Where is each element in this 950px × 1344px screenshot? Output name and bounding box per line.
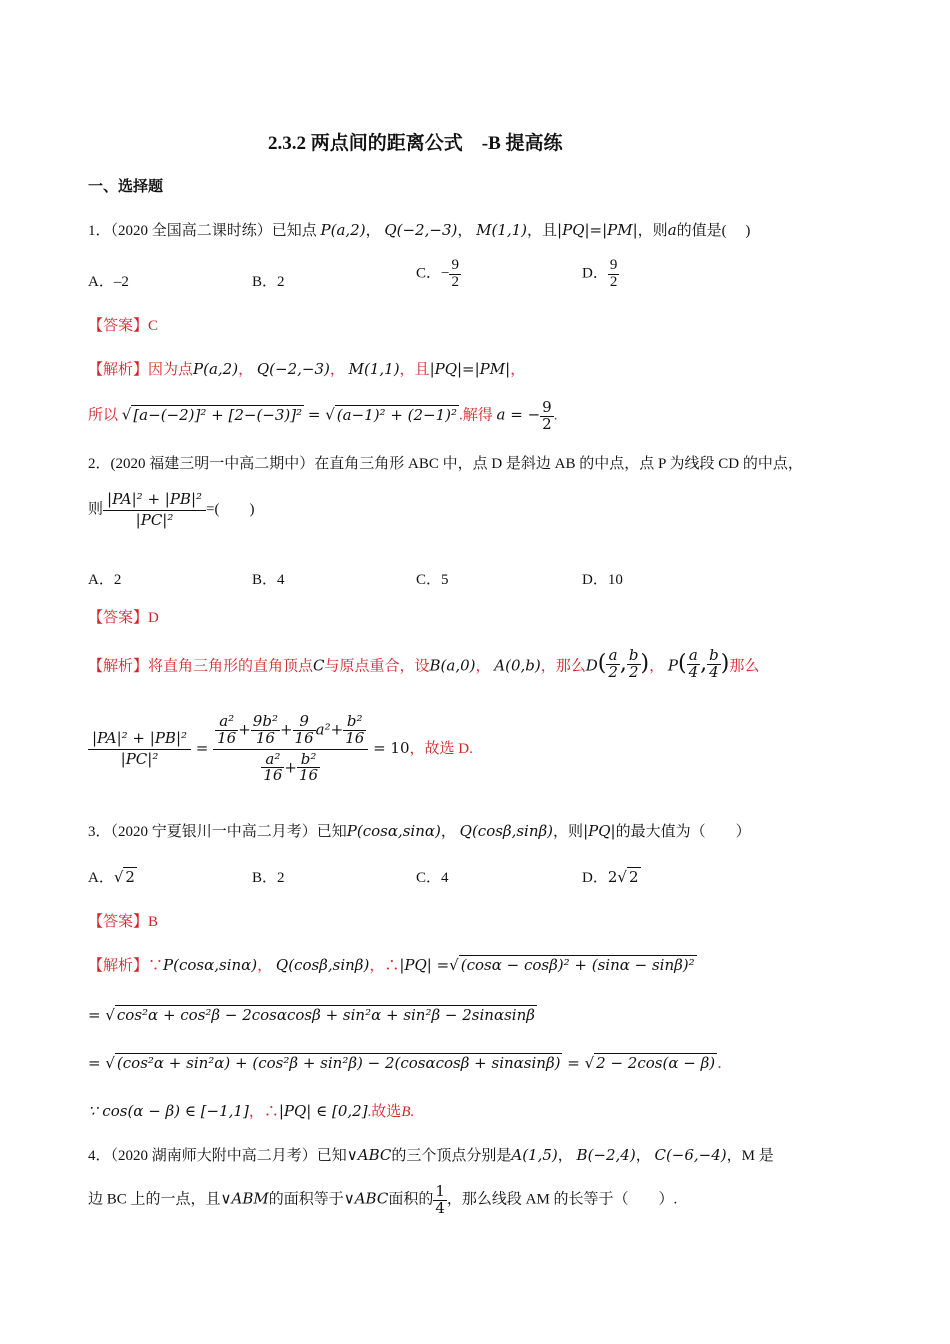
q1-ask: ，则	[637, 223, 668, 239]
q3-ask2: 的最大值为（ ）	[615, 824, 751, 840]
q1-c-num: 9	[451, 257, 459, 273]
q2-b2-den: 16	[298, 766, 319, 785]
q3-answer	[88, 910, 158, 931]
q2-d-frac1: $\frac{a}{2}$	[608, 646, 618, 681]
q1-option-d-frac	[608, 258, 620, 291]
q2-option-c: C．5	[416, 572, 449, 588]
answer-tag: 【答案】	[88, 318, 149, 334]
q4-point-a: A(1,5)	[511, 1146, 558, 1164]
q3-line4-therefore: ，∴	[248, 1104, 279, 1120]
q1-exp-and: ，且	[399, 362, 430, 378]
q1-exp-rhs: √ (a−1)² + (2−1)²	[325, 405, 458, 424]
q4-text3: 边 BC 上的一点，且∨	[88, 1191, 232, 1208]
q1-ask2: 的值是( )	[676, 223, 751, 239]
q4-point-b: B(−2,4)	[576, 1146, 636, 1164]
q2-option-a: A．2	[88, 572, 122, 588]
q2-eq: = 10	[373, 739, 410, 757]
q2-exp-c: C	[313, 656, 325, 675]
q3-explanation-line1: 【解析】∵P(cosα,sinα)， Q(cosβ,sinβ)，∴|PQ| =√ (cosα − cosβ)² + (sinα − sinβ)²	[88, 956, 695, 974]
q2-exp-p-paren: ( $\frac{a}{4}$ , $\frac{b}{4}$ )	[677, 646, 730, 681]
q1-d-den: 2	[609, 273, 618, 290]
q3-ask: ，则	[553, 824, 584, 840]
q3-a-val: 2	[125, 868, 135, 886]
q1-exp-lhs-inner: [a−(−2)]² + [2−(−3)]²	[133, 405, 303, 424]
q2-answer	[88, 606, 159, 627]
q2-p-frac2: $\frac{b}{4}$	[709, 646, 719, 681]
q3-option-b: B．2	[252, 870, 285, 886]
q3-explanation-line4	[88, 1100, 414, 1121]
q3-because: ∵	[148, 958, 164, 974]
q2-exp-a: A(0,b)	[494, 656, 541, 675]
q2-lhs-frac	[88, 729, 191, 770]
q3-line4-select: .故选	[367, 1104, 402, 1120]
q3-line3-inner: (cos²α + sin²α) + (cos²β + sin²β) − 2(cosαcosβ + sinαsinβ)	[116, 1054, 561, 1072]
q2-explanation-line2: $\frac{\text{|PA|² + |PB|²}}{\text{|PC|²}}$ = $\frac{\text{a²}}{16}$ + $\frac{\text{9b²}}{16}$ + $\frac{9}{16}$ a²+ $\frac{\text{b²}}{16}$ $\frac{\text{a²}}{16}$ + $\frac{\text{b²}}{16}$ = 10，故选 D.	[88, 712, 473, 786]
q3-exp-root1: √ (cosα − cosβ)² + (sinα − sinβ)²	[449, 956, 695, 974]
q1-exp-frac-den: 2	[542, 414, 552, 433]
q4-frac	[433, 1184, 447, 1217]
q2-exp-d-label: D	[585, 656, 598, 675]
q3-exp-pq: |PQ| =	[399, 956, 450, 974]
q2-t4-num: b²	[343, 714, 366, 731]
q1-source: 1．（2020 全国高二课时练）已知点	[88, 223, 317, 239]
q3-a-root: √ 2	[113, 868, 135, 886]
q2-big-num: $\frac{\text{a²}}{16}$ + $\frac{\text{9b²}}{16}$ + $\frac{9}{16}$ a²+ $\frac{\text{b²}}{16}$	[213, 712, 368, 750]
q3-option-c: C．4	[416, 870, 449, 886]
q1-condition: |PQ|=|PM|	[557, 221, 638, 239]
q1-option-c	[416, 258, 461, 291]
page-title: 2.3.2 两点间的距离公式 -B 提高练	[268, 133, 563, 154]
q2-b2-num: b²	[297, 752, 320, 769]
q2-exp-then2: 那么	[729, 658, 760, 675]
q1-option-b: B．2	[252, 274, 285, 290]
q1-point-p: P(a,2)	[320, 221, 366, 239]
q2-t1-num: a²	[215, 714, 238, 731]
q2-t3-var: a²	[315, 720, 331, 739]
q4-point-c: C(−6,−4)	[654, 1146, 727, 1164]
q2-frac-den: |PC|²	[135, 510, 174, 529]
q1-explanation-line2: 所以 √ [a−(−2)]² + [2−(−3)]² = √ (a−1)² + (2−1)² .解得 a = − $\frac{9}{2}$ .	[88, 398, 558, 433]
q4-text5: 面积的	[388, 1191, 434, 1208]
q2-explanation-line1: 【解析】将直角三角形的直角顶点C与原点重合，设B(a,0)， A(0,b)，那么D( $\frac{a}{2}$ , $\frac{b}{2}$ )， P( $\frac{a}{4}$ , $\frac{b}{4}$ )那么	[88, 646, 760, 681]
question-1: 1．（2020 全国高二课时练）已知点 P(a,2)， Q(−2,−3)， M(1,1)，且|PQ|=|PM|，则a的值是( )	[88, 221, 751, 239]
q1-answer	[88, 314, 158, 335]
q2-lhs-den: |PC|²	[120, 749, 159, 768]
q4-source: 4．（2020 湖南师大附中高二月考）已知∨	[88, 1148, 358, 1164]
q1-exp-q: Q(−2,−3)	[256, 360, 330, 378]
q2-exp-text: 将直角三角形的直角顶点	[148, 658, 314, 675]
q2-answer-value: D	[148, 610, 159, 626]
q4-abc2: ABC	[354, 1189, 389, 1208]
q2-frac	[103, 490, 206, 531]
q1-exp-m: M(1,1)	[348, 360, 400, 378]
q1-d-num: 9	[609, 257, 618, 273]
q1-explanation-line1: 【解析】因为点P(a,2)， Q(−2,−3)， M(1,1)，且|PQ|=|PM|，	[88, 360, 526, 378]
section-heading: 一、选择题	[88, 179, 164, 195]
q2-t3-den: 16	[294, 728, 314, 747]
q1-option-c-label: C．−	[416, 265, 450, 282]
q3-pq: |PQ|	[583, 822, 616, 840]
q4-text6: ，那么线段 AM 的长等于（ ）.	[446, 1191, 678, 1208]
q3-d-label: D．	[582, 870, 608, 886]
q2-tail: =( )	[206, 501, 255, 518]
q4-text1: 的三个顶点分别是	[391, 1148, 512, 1164]
question-2: 2．(2020 福建三明一中高二期中）在直角三角形 ABC 中，点 D 是斜边 AB 的中点，点 P 为线段 CD 的中点，	[88, 456, 803, 472]
q3-a-label: A．	[88, 870, 114, 886]
q1-exp-frac	[540, 400, 554, 433]
q3-exp-root1-inner: (cosα − cosβ)² + (sinα − sinβ)²	[460, 956, 695, 974]
q1-exp-lhs: √ [a−(−2)]² + [2−(−3)]²	[121, 405, 303, 424]
q1-exp-eq: =	[307, 405, 326, 424]
q2-t2-num: 9b²	[252, 712, 278, 730]
q2-p-frac1: $\frac{a}{4}$	[688, 646, 699, 681]
q2-big-frac	[213, 712, 368, 786]
q2-ze: 则	[88, 501, 104, 518]
q3-d-root: 2√ 2	[607, 868, 639, 886]
q2-b1-den: 16	[263, 766, 283, 785]
q3-option-d	[582, 866, 641, 887]
q1-exp-solve: .解得	[459, 407, 493, 424]
q3-q: Q(cosβ,sinβ)	[459, 822, 554, 840]
q2-b1-num: a²	[261, 752, 284, 769]
q2-frac-num: |PA|² + |PB|²	[103, 490, 206, 511]
q1-option-d	[582, 258, 619, 291]
q2-exp-d-paren: ( $\frac{a}{2}$ , $\frac{b}{2}$ )	[597, 646, 650, 681]
q2-exp-then: ，那么	[540, 658, 586, 675]
q3-source: 3．（2020 宁夏银川一中高二月考）已知	[88, 824, 347, 840]
q1-exp-text: 因为点	[148, 362, 194, 378]
q3-line4-range: |PQ| ∈ [0,2]	[278, 1102, 368, 1120]
analysis-tag: 【解析】	[88, 958, 149, 974]
q1-c-den: 2	[451, 273, 459, 290]
q2-t4-den: 16	[345, 728, 365, 747]
q1-point-m: M(1,1)	[476, 221, 528, 239]
q3-p: P(cosα,sinα)	[346, 822, 441, 840]
q4-abm: ABM	[231, 1189, 269, 1208]
q3-explanation-line2: = √ cos²α + cos²β − 2cosαcosβ + sin²α + sin²β − 2sinαsinβ	[88, 1006, 535, 1024]
q2-exp-b: B(a,0)	[429, 656, 476, 675]
q4-abc: ABC	[357, 1146, 392, 1164]
q2-option-b: B．4	[252, 572, 285, 588]
q2-lhs-num: |PA|² + |PB|²	[88, 729, 191, 750]
q2-expression	[88, 490, 254, 531]
q3-exp-q: Q(cosβ,sinβ)	[275, 956, 370, 974]
q4-text4: 的面积等于∨	[268, 1191, 355, 1208]
q3-exp-p: P(cosα,sinα)	[163, 956, 258, 974]
q2-t1-den: 16	[217, 728, 237, 747]
q1-point-q: Q(−2,−3)	[384, 221, 458, 239]
q2-option-d: D．10	[582, 572, 623, 588]
question-4-line2	[88, 1184, 677, 1217]
q3-line3-right: 2 − 2cos(α − β)	[596, 1054, 716, 1072]
q1-exp-so: 所以	[88, 407, 119, 424]
q3-line2-inner: cos²α + cos²β − 2cosαcosβ + sin²α + sin²β − 2sinαsinβ	[116, 1006, 535, 1024]
q1-exp-frac-num: 9	[542, 398, 552, 416]
answer-tag: 【答案】	[88, 610, 149, 626]
q1-answer-value: C	[148, 318, 159, 334]
q3-option-a	[88, 866, 137, 887]
q3-line4-cond: ∵ cos(α − β) ∈ [−1,1]	[88, 1102, 249, 1120]
question-3: 3．（2020 宁夏银川一中高二月考）已知P(cosα,sinα)， Q(cosβ,sinβ)，则|PQ|的最大值为（ ）	[88, 822, 751, 840]
q2-t3-num: 9	[293, 714, 316, 731]
question-4-line1: 4．（2020 湖南师大附中高二月考）已知∨ABC的三个顶点分别是A(1,5)， B(−2,4)， C(−6,−4)，M 是	[88, 1146, 774, 1164]
q1-exp-rhs-inner: (a−1)² + (2−1)²	[336, 405, 458, 424]
q2-exp-p-label: P	[667, 656, 678, 675]
answer-tag: 【答案】	[88, 914, 149, 930]
q1-var: a	[667, 221, 677, 239]
q3-answer-value: B	[148, 914, 159, 930]
q1-exp-cond: |PQ|=|PM|	[429, 360, 511, 378]
q3-explanation-line3: = √ (cos²α + sin²α) + (cos²β + sin²β) − 2(cosαcosβ + sinαsinβ) = √ 2 − 2cos(α − β) .	[88, 1054, 722, 1072]
q1-exp-p: P(a,2)	[193, 360, 239, 378]
q2-result: ，故选 D.	[409, 741, 473, 757]
q2-d-frac2: $\frac{b}{2}$	[628, 646, 639, 681]
q1-option-c-frac	[449, 258, 461, 291]
q2-exp-text2: 与原点重合，设	[324, 658, 430, 675]
q4-frac-num: 1	[435, 1182, 445, 1200]
analysis-tag: 【解析】	[88, 362, 149, 378]
q1-mid: ，且	[527, 223, 558, 239]
q4-frac-den: 4	[435, 1198, 445, 1217]
q2-t2-den: 16	[255, 728, 275, 747]
analysis-tag: 【解析】	[88, 658, 149, 675]
q4-text2: ，M 是	[726, 1148, 774, 1164]
q1-option-a: A．–2	[88, 274, 129, 290]
q3-therefore: ，∴	[369, 958, 400, 974]
q3-line4-ans: B.	[401, 1104, 415, 1120]
q2-big-den: $\frac{\text{a²}}{16}$ + $\frac{\text{b²}}{16}$	[263, 749, 319, 785]
q1-option-d-label: D．	[582, 265, 608, 282]
q1-exp-result: a = −	[496, 405, 541, 424]
q3-d-val: 2	[628, 868, 639, 886]
